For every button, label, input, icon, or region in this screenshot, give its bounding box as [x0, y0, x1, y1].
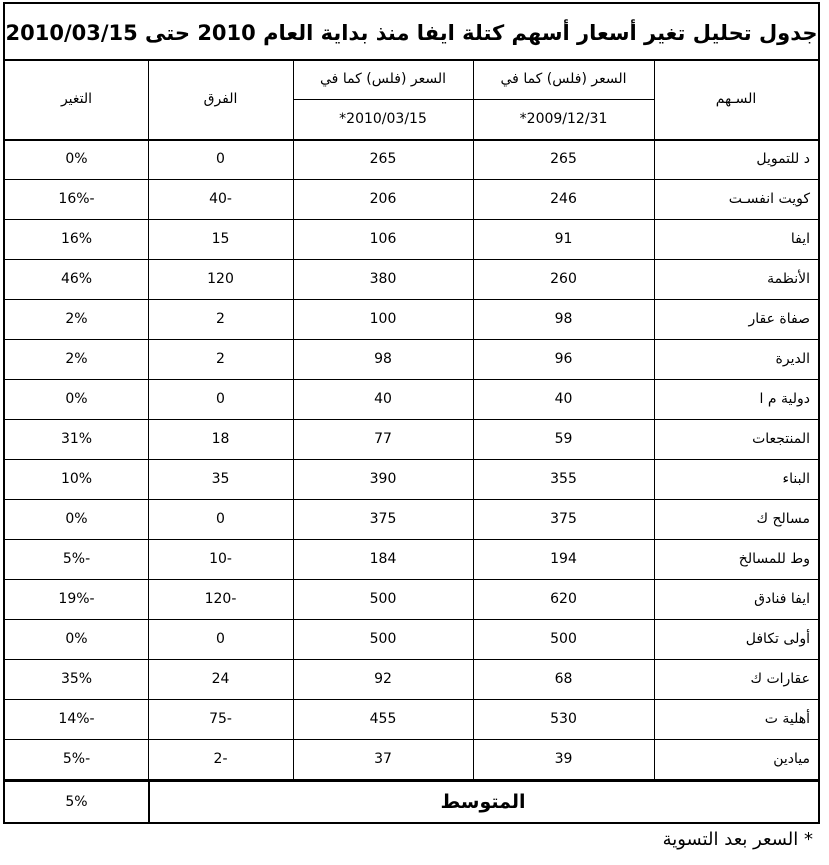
row-price-2010: 98 [374, 351, 392, 367]
row-price-2009: 39 [554, 751, 573, 767]
analysis-table [3, 2, 820, 824]
row-stock: الأنظمة [767, 271, 810, 287]
row-stock: ايفا فنادق [754, 591, 810, 607]
row-price-2010: 37 [374, 751, 392, 767]
row-price-2010: 77 [374, 431, 392, 447]
header-price-date2: السعر (فلس) كما في [320, 71, 446, 87]
row-price-2010: 380 [369, 271, 397, 287]
row-price-2010: 455 [369, 711, 397, 727]
row-diff: 0 [216, 391, 225, 407]
header-date1: 2009/12/31* [519, 111, 608, 127]
row-price-2009: 620 [550, 591, 577, 607]
row-diff: 2 [216, 311, 225, 327]
row-change: 2% [65, 351, 88, 367]
header-change: التغير [60, 91, 93, 107]
row-price-2010: 500 [369, 591, 397, 607]
row-change: -5% [62, 751, 91, 767]
average-value: 5% [65, 794, 88, 810]
row-change: 0% [65, 151, 88, 167]
grid-line [654, 59, 655, 779]
row-stock: ايفا [790, 231, 810, 247]
row-stock: البناء [782, 471, 810, 487]
row-diff: -120 [204, 591, 237, 607]
row-stock: عقارات ك [750, 671, 810, 687]
row-diff: 120 [207, 271, 234, 287]
row-change: -19% [58, 591, 95, 607]
row-change: -16% [58, 191, 95, 207]
row-price-2010: 265 [369, 151, 397, 167]
row-diff: 24 [211, 671, 230, 687]
row-price-2009: 375 [550, 511, 577, 527]
header-date2: 2010/03/15* [339, 111, 427, 127]
row-price-2009: 59 [554, 431, 573, 447]
row-diff: 0 [216, 631, 225, 647]
row-stock: دولية م ا [759, 391, 810, 407]
average-label: المتوسط [440, 791, 526, 813]
row-diff: -10 [209, 551, 232, 567]
row-price-2010: 40 [374, 391, 392, 407]
row-diff: 2 [216, 351, 225, 367]
row-price-2009: 355 [550, 471, 577, 487]
row-change: 10% [60, 471, 93, 487]
row-diff: 0 [216, 151, 225, 167]
row-diff: 35 [211, 471, 230, 487]
row-stock: الديرة [775, 351, 810, 367]
grid-line [148, 59, 149, 779]
row-diff: 0 [216, 511, 225, 527]
row-stock: ميادين [773, 751, 810, 767]
header-price-date1: السعر (فلس) كما في [500, 71, 627, 87]
row-price-2009: 530 [550, 711, 577, 727]
row-price-2009: 98 [554, 311, 573, 327]
grid-line [473, 59, 474, 779]
row-price-2009: 91 [554, 231, 573, 247]
row-change: -5% [62, 551, 91, 567]
row-stock: وط للمسالخ [738, 551, 810, 567]
row-diff: -75 [209, 711, 232, 727]
row-stock: صفاة عقار [748, 311, 810, 327]
footnote: * السعر بعد التسوية [662, 829, 813, 850]
row-stock: د للتمويل [756, 151, 810, 167]
row-price-2010: 206 [369, 191, 397, 207]
row-diff: 15 [211, 231, 230, 247]
row-price-2009: 68 [554, 671, 573, 687]
row-price-2010: 184 [369, 551, 397, 567]
row-stock: المنتجعات [752, 431, 810, 447]
row-price-2009: 500 [550, 631, 577, 647]
header-diff: الفرق [203, 91, 238, 107]
row-price-2010: 500 [369, 631, 397, 647]
header-stock: السـهم [715, 91, 757, 107]
row-change: 35% [60, 671, 93, 687]
row-price-2010: 106 [369, 231, 397, 247]
row-price-2010: 390 [369, 471, 397, 487]
row-change: 31% [60, 431, 93, 447]
row-change: 16% [60, 231, 93, 247]
row-price-2009: 194 [550, 551, 577, 567]
row-diff: -40 [209, 191, 232, 207]
row-price-2009: 40 [554, 391, 573, 407]
row-stock: أهلية ت [764, 711, 810, 727]
row-price-2010: 100 [369, 311, 397, 327]
row-diff: 18 [211, 431, 230, 447]
row-price-2009: 260 [550, 271, 577, 287]
row-change: 46% [60, 271, 93, 287]
row-price-2009: 246 [550, 191, 577, 207]
row-price-2010: 375 [369, 511, 397, 527]
grid-line [293, 59, 294, 779]
row-change: 2% [65, 311, 88, 327]
row-change: -14% [58, 711, 95, 727]
row-stock: كويت انفسـت [728, 191, 810, 207]
row-price-2009: 96 [554, 351, 573, 367]
row-change: 0% [65, 631, 88, 647]
row-price-2010: 92 [374, 671, 392, 687]
row-change: 0% [65, 391, 88, 407]
row-stock: أولى تكافل [745, 631, 810, 647]
row-price-2009: 265 [550, 151, 577, 167]
table-title: جدول تحليل تغير أسعار أسهم كتلة ايفا منذ بداية العام 2010 حتى 2010/03/15 [5, 20, 818, 45]
row-change: 0% [65, 511, 88, 527]
row-diff: -2 [213, 751, 228, 767]
row-stock: مسالح ك [756, 511, 810, 527]
